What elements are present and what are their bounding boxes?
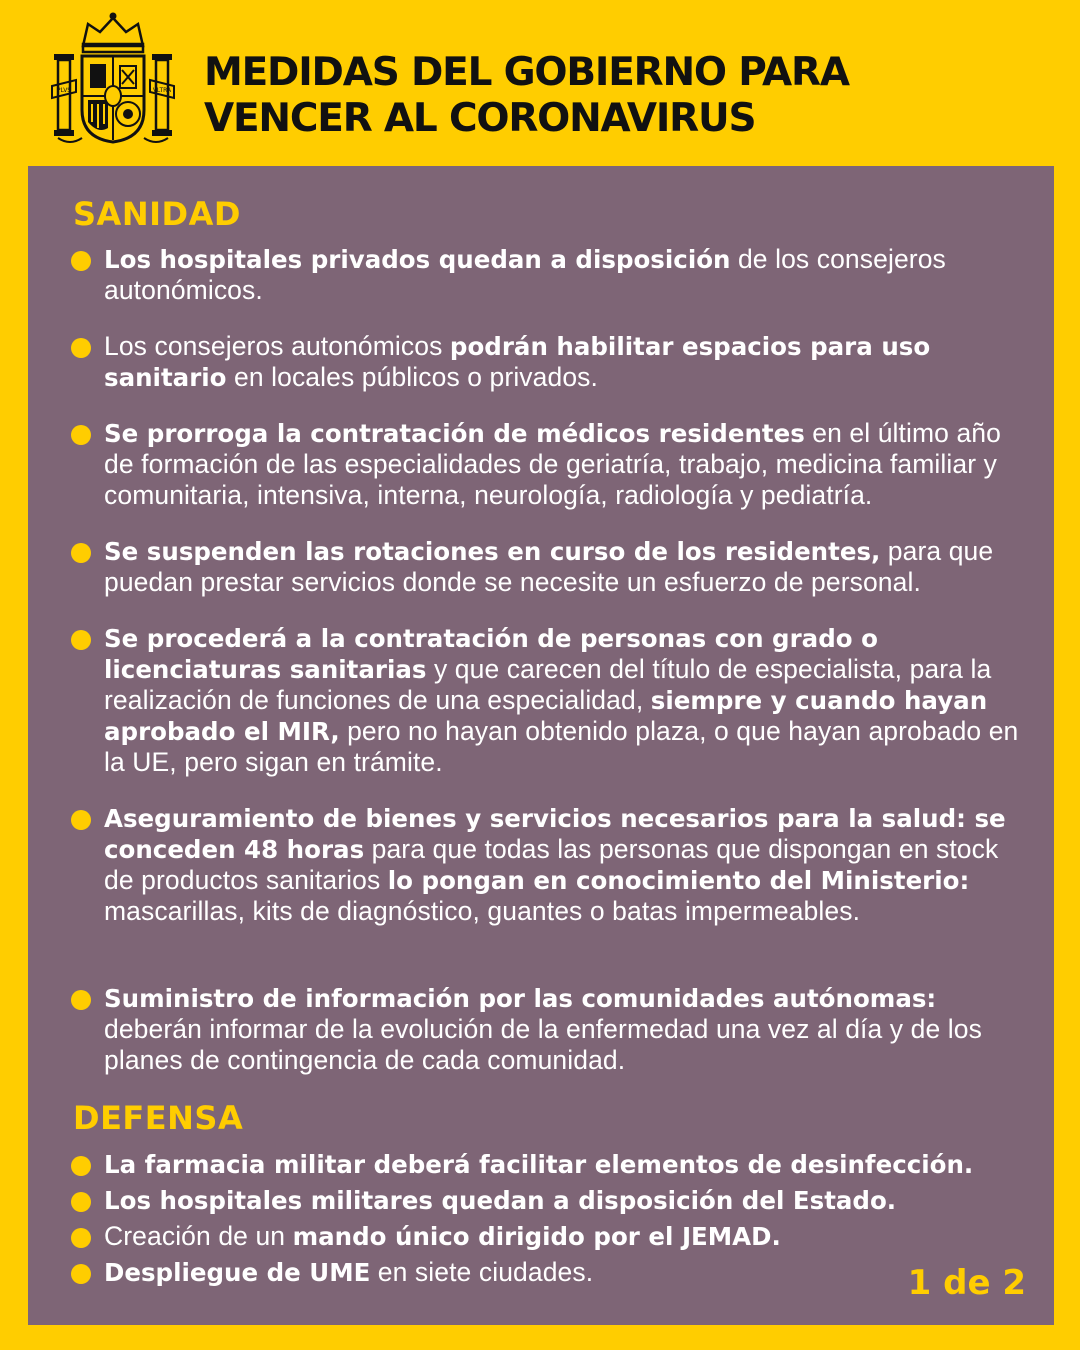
item-text — [104, 1221, 1034, 1252]
section-title-defensa: DEFENSA — [73, 1099, 244, 1137]
bullet-icon — [71, 338, 91, 358]
bold-text-run: Los hospitales privados quedan a disposición — [104, 245, 731, 274]
list-item — [104, 244, 1034, 306]
bold-text-run: Despliegue de UME — [104, 1258, 371, 1287]
list-item — [104, 331, 1034, 393]
spain-coat-of-arms-icon — [50, 10, 176, 146]
bold-text-run: lo pongan en conocimiento del Ministerio: — [387, 866, 970, 895]
list-item — [104, 1149, 1034, 1180]
page-title — [204, 50, 849, 142]
bullet-icon — [71, 810, 91, 830]
text-run: para que todas las personas que dispongan en stock de productos sanitarios — [104, 834, 999, 895]
page-counter: 1 de 2 — [907, 1263, 1026, 1303]
bullet-icon — [71, 251, 91, 271]
item-text — [104, 623, 1034, 778]
bold-text-run: Suministro de información por las comunidades autónomas: — [104, 984, 937, 1013]
item-text — [104, 803, 1034, 927]
list-item — [104, 983, 1034, 1076]
title-line-2: VENCER AL CORONAVIRUS — [204, 96, 756, 141]
motto-right: VLTRA — [152, 87, 172, 94]
header — [0, 0, 1080, 165]
bold-text-run: La farmacia militar deberá facilitar elementos de desinfección. — [104, 1150, 974, 1179]
item-text — [104, 418, 1034, 511]
text-run: pero no hayan obtenido plaza, o que hayan aprobado en la UE, pero sigan en trámite. — [104, 716, 1019, 777]
text-run: para que puedan prestar servicios donde se necesite un esfuerzo de personal. — [104, 536, 994, 597]
bold-text-run: Los hospitales militares quedan a disposición del Estado. — [104, 1186, 897, 1215]
text-run: en siete ciudades. — [370, 1257, 594, 1287]
list-item — [104, 623, 1034, 778]
list-item — [104, 536, 1034, 598]
list-item — [104, 1257, 1034, 1288]
bold-text-run: Se procederá a la contratación de personas con grado o licenciaturas sanitarias — [104, 624, 878, 684]
bold-text-run: Se prorroga la contratación de médicos residentes — [104, 419, 805, 448]
title-line-1: MEDIDAS DEL GOBIERNO PARA — [204, 50, 849, 95]
item-text — [104, 1149, 1034, 1180]
bullet-icon — [71, 1264, 91, 1284]
bold-text-run: Se suspenden las rotaciones en curso de los residentes, — [104, 537, 881, 566]
item-text — [104, 1185, 1034, 1216]
list-item — [104, 803, 1034, 927]
text-run: en el último año de formación de las especialidades de geriatría, trabajo, medicina familiar y comunitaria, intensiva, interna, neurología, radiología y pediatría. — [104, 418, 1001, 510]
text-run: Los consejeros autonómicos — [104, 331, 450, 361]
bullet-icon — [71, 425, 91, 445]
bullet-icon — [71, 1156, 91, 1176]
bullet-icon — [71, 1228, 91, 1248]
bullet-icon — [71, 990, 91, 1010]
text-run: Creación de un — [104, 1221, 293, 1251]
text-run: deberán informar de la evolución de la enfermedad una vez al día y de los planes de contingencia de cada comunidad. — [104, 1014, 982, 1075]
list-item — [104, 1221, 1034, 1252]
bold-text-run: mando único dirigido por el JEMAD. — [292, 1222, 781, 1251]
text-run: de los consejeros autonómicos. — [104, 244, 946, 305]
bold-text-run: podrán habilitar espacios para uso sanitario — [104, 332, 931, 392]
text-run: en locales públicos o privados. — [226, 362, 598, 392]
item-text — [104, 983, 1034, 1076]
list-item — [104, 418, 1034, 511]
text-run: y que carecen del título de especialista, para la realización de funciones de una especialidad, — [104, 654, 992, 715]
list-item — [104, 1185, 1034, 1216]
item-text — [104, 244, 1034, 306]
bullet-icon — [71, 630, 91, 650]
bullet-icon — [71, 1192, 91, 1212]
content-panel — [28, 166, 1054, 1325]
bold-text-run: Aseguramiento de bienes y servicios necesarios para la salud: se conceden 48 horas — [104, 804, 1006, 864]
item-text — [104, 536, 1034, 598]
text-run: mascarillas, kits de diagnóstico, guantes o batas impermeables. — [104, 896, 861, 926]
bullet-icon — [71, 543, 91, 563]
bold-text-run: siempre y cuando hayan aprobado el MIR, — [104, 686, 988, 746]
item-text — [104, 331, 1034, 393]
section-title-sanidad: SANIDAD — [73, 195, 241, 233]
item-text — [104, 1257, 1034, 1288]
motto-left: PLVS — [56, 87, 72, 94]
